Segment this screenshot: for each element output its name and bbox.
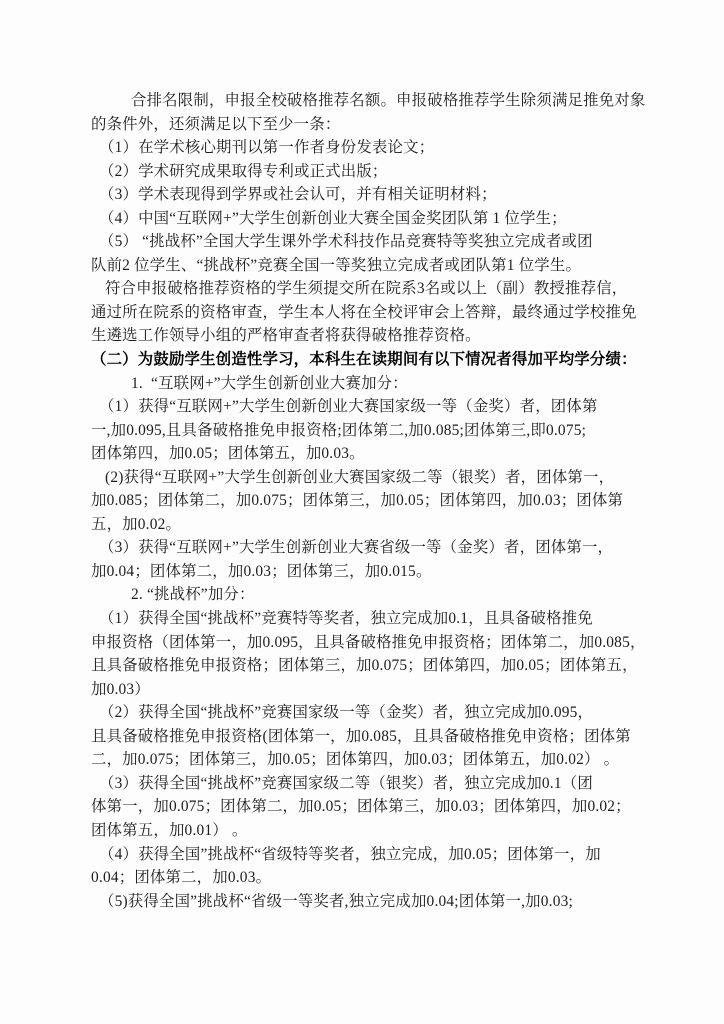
- text-line: （4）获得全国”挑战杯“省级特等奖者，独立完成，加0.05；团体第一，加: [99, 845, 601, 863]
- text-line: 且具备破格推免申报资格(团体第一，加0.085，且具备破格推免申资格；团体第: [91, 727, 631, 745]
- text-line: （1）获得全国“挑战杯”竞赛特等奖者，独立完成加0.1，且具备破格推免: [99, 610, 593, 628]
- text-line: 体第一，加0.075；团体第二，加0.05；团体第三，加0.03；团体第四，加0.02；: [91, 798, 631, 816]
- text-line: 二，加0.075；团体第三，加0.05；团体第四，加0.03；团体第五，加0.02） 。: [91, 751, 620, 769]
- text-line: 生遴选工作领导小组的严格审查者将获得破格推荐资格。: [91, 327, 481, 345]
- text-line: 加0.04；团体第二，加0.03；团体第三，加0.015。: [91, 562, 432, 580]
- text-line: 团体第五，加0.01） 。: [91, 821, 248, 839]
- text-line: （5） “挑战杯”全国大学生课外学术科技作品竞赛特等奖独立完成者或团: [99, 233, 593, 251]
- text-line: 加0.085；团体第二，加0.075；团体第三，加0.05；团体第四，加0.03；团体第: [91, 492, 624, 510]
- text-line: （2）学术研究成果取得专利或正式出版；: [99, 162, 388, 180]
- text-line: 一,加0.095,且具备破格推免申报资格;团体第二,加0.085;团体第三,即0.075;: [91, 421, 587, 439]
- text-line: （3）获得“互联网+”大学生创新创业大赛省级一等（金奖）者，团体第一，: [99, 539, 614, 557]
- text-line: （3）获得全国“挑战杯”竞赛国家级二等（银奖）者，独立完成加0.1（团: [99, 774, 593, 792]
- text-line: 的条件外，还须满足以下至少一条：: [91, 115, 341, 133]
- text-line: 通过所在院系的资格审查，学生本人将在全校评审会上答辩，最终通过学校推免: [91, 303, 637, 321]
- text-line: （5)获得全国”挑战杯“省级一等奖者,独立完成加0.04;团体第一,加0.03;: [99, 892, 573, 910]
- text-line: 合排名限制，申报全校破格推荐名额。申报破格推荐学生除须满足推免对象: [131, 92, 646, 109]
- text-line: （1）获得“互联网+”大学生创新创业大赛国家级一等（金奖）者，团体第: [99, 398, 598, 416]
- text-line: （二）为鼓励学生创造性学习，本科生在读期间有以下情况者得加平均学分绩：: [91, 351, 637, 369]
- text-line: 队前2 位学生、“挑战杯”竞赛全国一等奖独立完成者或团队第1 位学生。: [91, 256, 582, 274]
- text-line: 申报资格（团体第一，加0.095，且具备破格推免申报资格；团体第二，加0.085，: [91, 633, 646, 651]
- text-line: 符合申报破格推荐资格的学生须提交所在院系3名或以上（副）教授推荐信，: [105, 280, 628, 298]
- text-line: 五，加0.02。: [91, 515, 182, 533]
- text-line: 2. “挑战杯”加分：: [131, 586, 255, 604]
- text-line: （1）在学术核心期刊以第一作者身份发表论文；: [99, 139, 435, 157]
- document-body: [91, 89, 651, 913]
- text-line: 1. “互联网+”大学生创新创业大赛加分：: [131, 374, 408, 392]
- text-line: （4）中国“互联网+”大学生创新创业大赛全国金奖团队第 1 位学生；: [99, 209, 567, 227]
- text-line: 且具备破格推免申报资格；团体第三，加0.075；团体第四，加0.05；团体第五，: [91, 657, 638, 675]
- text-line: （2）获得全国“挑战杯”竞赛国家级一等（金奖）者，独立完成加0.095，: [99, 704, 594, 722]
- text-line: （3）学术表现得到学界或社会认可，并有相关证明材料；: [99, 186, 497, 204]
- text-line: 0.04；团体第二，加0.03。: [91, 869, 272, 887]
- text-line: 加0.03）: [91, 680, 150, 698]
- text-line: 团体第四，加0.05；团体第五，加0.03。: [91, 445, 365, 463]
- text-line: (2)获得“互联网+”大学生创新创业大赛国家级二等（银奖）者，团体第一，: [105, 468, 615, 486]
